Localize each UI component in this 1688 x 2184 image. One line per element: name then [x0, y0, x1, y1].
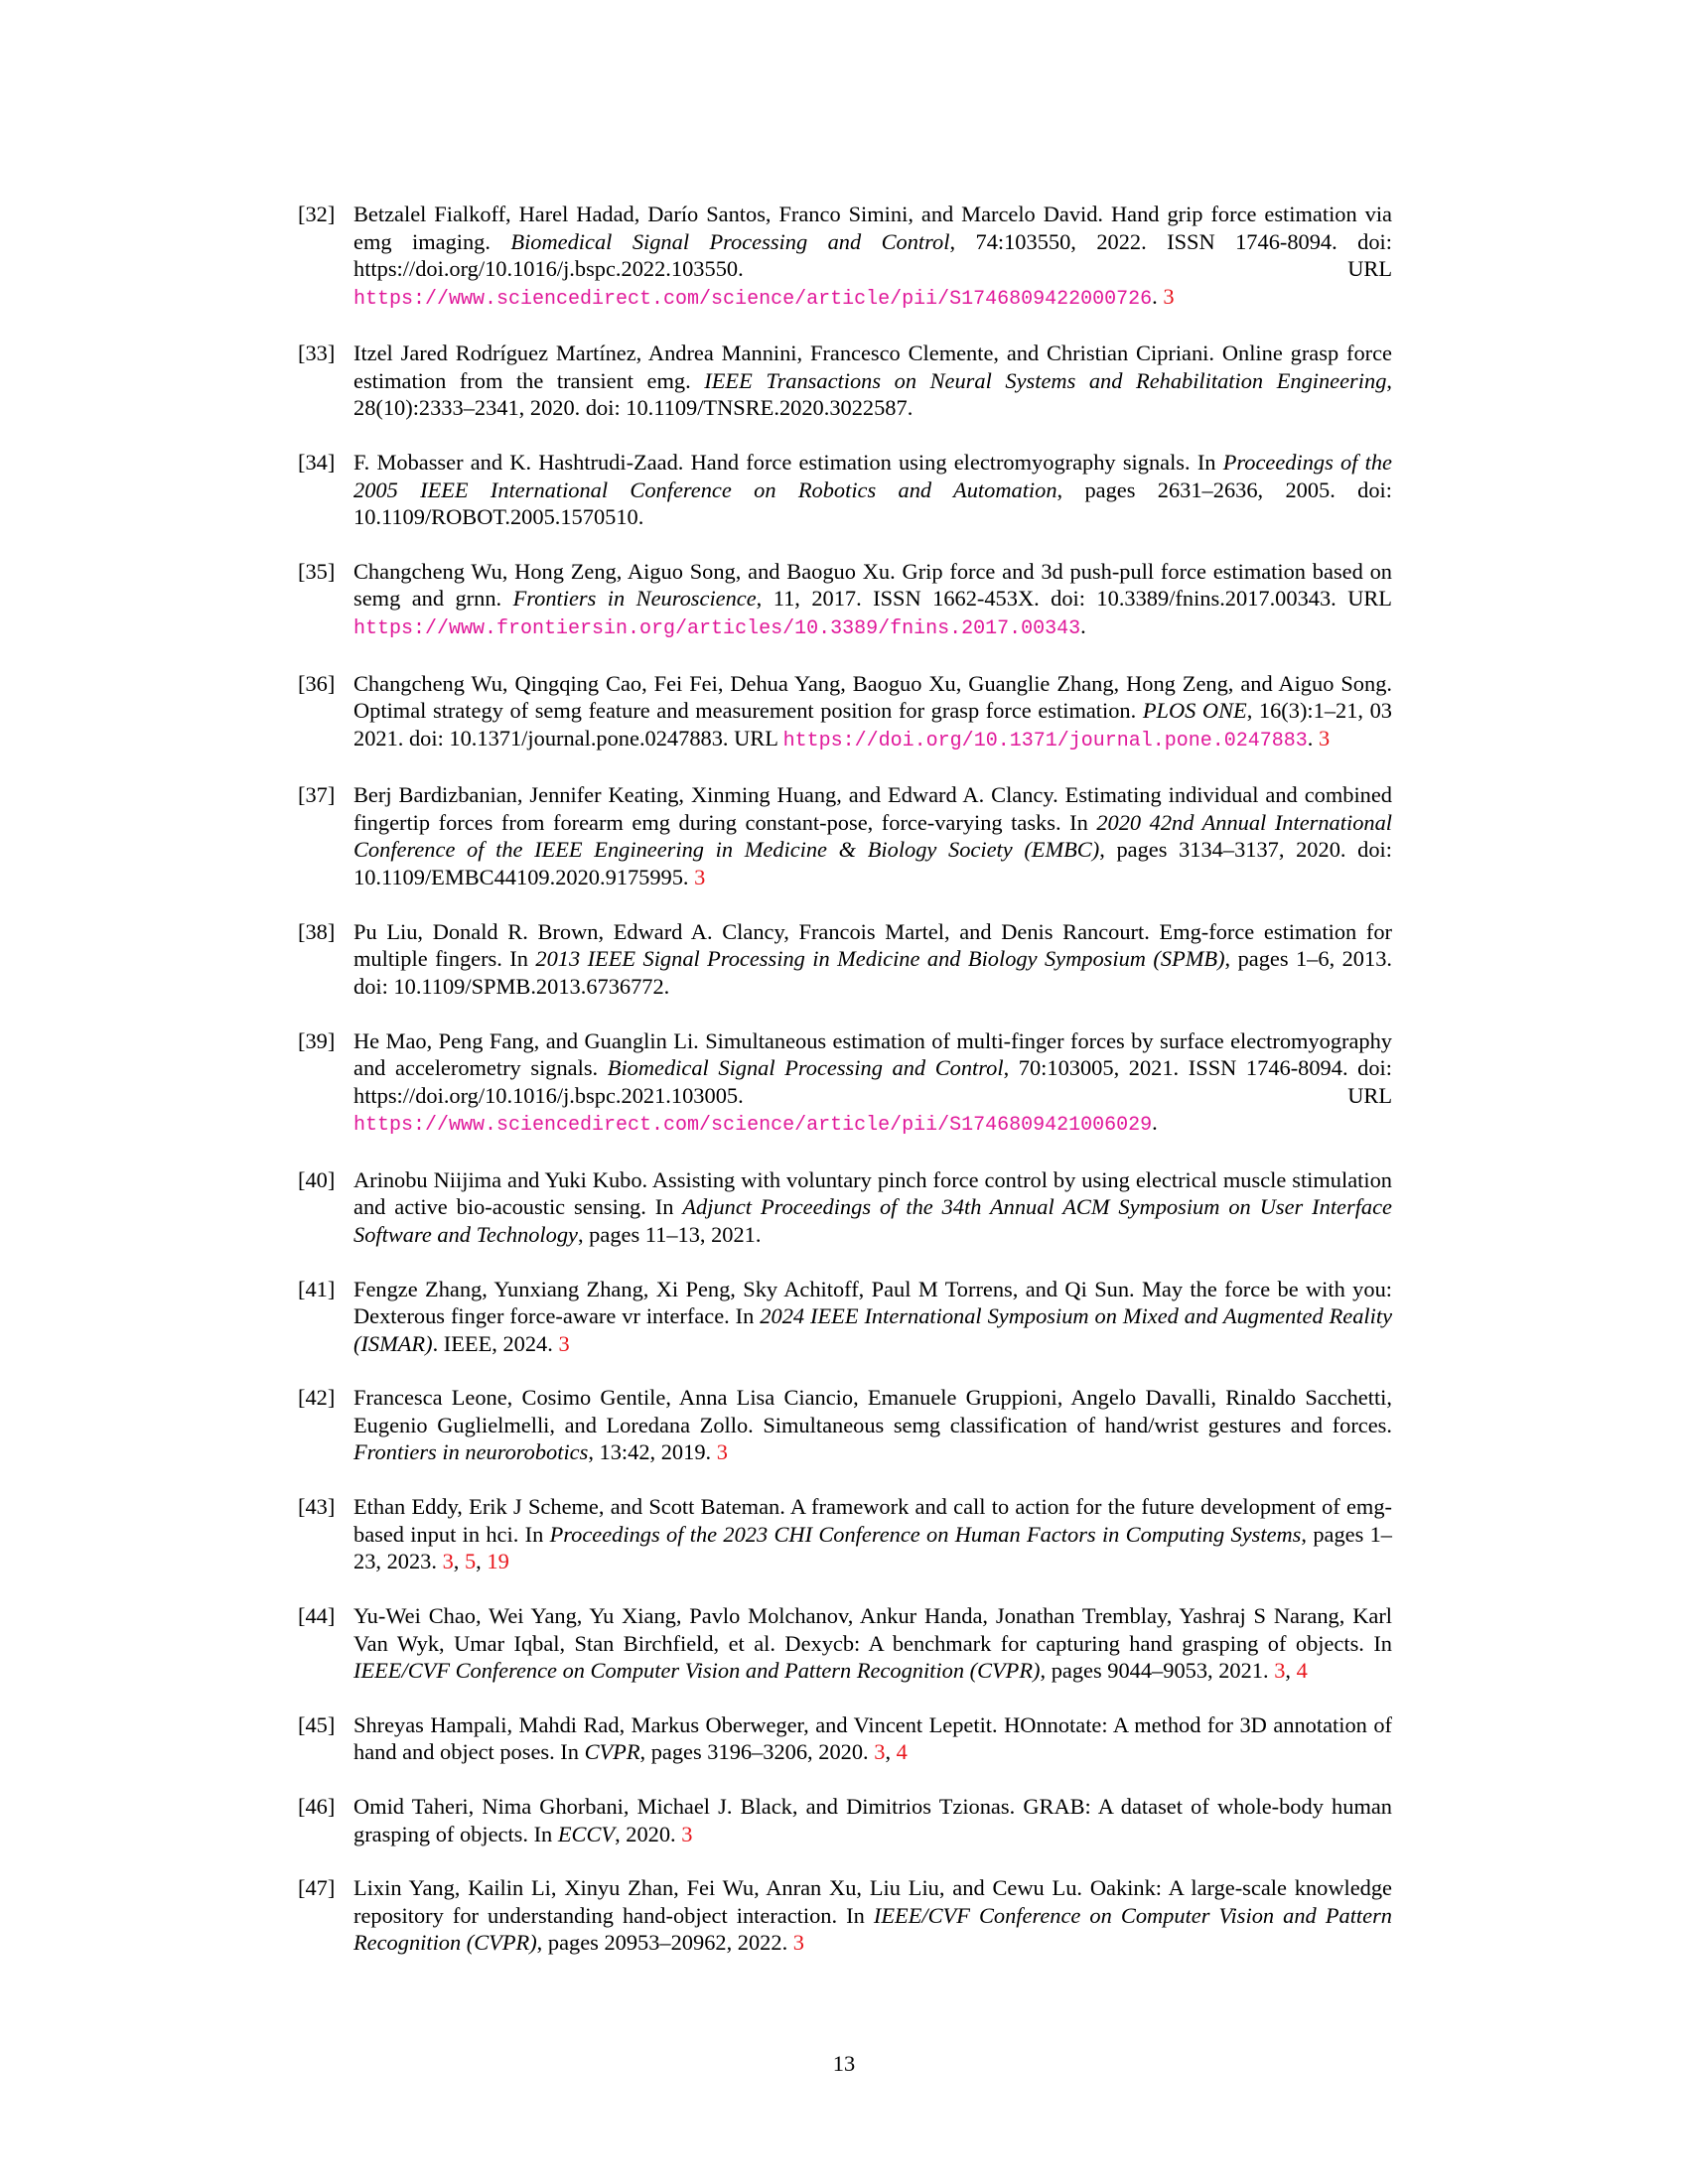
reference-segment: , pages 20953–20962, 2022.: [536, 1930, 793, 1956]
reference-number: [35]: [298, 558, 336, 584]
reference-venue: IEEE/CVF Conference on Computer Vision and Pattern Recognition (CVPR): [353, 1902, 1392, 1956]
reference-item: [298, 1276, 1392, 1358]
reference-segment: Fengze Zhang, Yunxiang Zhang, Xi Peng, Sky Achitoff, Paul M Torrens, and Qi Sun. May the force be with you: Dexterous finger force-aware vr interface. In: [353, 1276, 1392, 1329]
reference-url-link[interactable]: https://doi.org/10.1371/journal.pone.0247883: [782, 729, 1308, 752]
reference-segment: Pu Liu, Donald R. Brown, Edward A. Clancy, Francois Martel, and Denis Rancourt. Emg-force estimation for multiple fingers. In: [353, 918, 1392, 972]
reference-item: [298, 670, 1392, 755]
reference-item: [298, 449, 1392, 531]
reference-segment: , pages 1–6, 2013. doi: 10.1109/SPMB.2013.6736772.: [353, 946, 1392, 999]
reference-url-link[interactable]: https://www.sciencedirect.com/science/article/pii/S1746809421006029: [353, 1114, 1153, 1138]
reference-segment: ,: [885, 1739, 897, 1765]
reference-text: [353, 1028, 1392, 1136]
reference-item: [298, 1874, 1392, 1957]
reference-text: [353, 450, 1392, 529]
reference-url-link[interactable]: https://www.sciencedirect.com/science/article/pii/S1746809422000726: [353, 287, 1153, 311]
reference-segment: , pages 9044–9053, 2021.: [1040, 1658, 1275, 1684]
reference-venue: Frontiers in neurorobotics: [353, 1439, 589, 1465]
reference-number: [41]: [298, 1276, 336, 1301]
reference-segment: , 28(10):2333–2341, 2020. doi: 10.1109/TNSRE.2020.3022587.: [353, 367, 1392, 421]
reference-text: [353, 1385, 1392, 1464]
reference-text: [353, 1875, 1392, 1955]
reference-item: [298, 1711, 1392, 1766]
reference-venue: CVPR: [584, 1739, 640, 1765]
back-reference-link[interactable]: 3: [1274, 1658, 1286, 1684]
reference-segment: F. Mobasser and K. Hashtrudi-Zaad. Hand force estimation using electromyography signals. In: [353, 450, 1223, 476]
back-reference-link[interactable]: 3: [558, 1330, 570, 1356]
reference-segment: , 16(3):1–21, 03 2021. doi: 10.1371/journal.pone.0247883. URL: [353, 698, 1392, 751]
reference-venue: 2024 IEEE International Symposium on Mixed and Augmented Reality (ISMAR): [353, 1303, 1393, 1356]
reference-segment: Yu-Wei Chao, Wei Yang, Yu Xiang, Pavlo Molchanov, Ankur Handa, Jonathan Tremblay, Yashraj S Narang, Karl Van Wyk, Umar Iqbal, Stan Birchfield, et al. Dexycb: A benchmark for capturing hand grasping of objects. In: [353, 1603, 1392, 1656]
reference-segment: , 2020.: [615, 1821, 682, 1846]
reference-text: [353, 671, 1392, 751]
reference-number: [42]: [298, 1385, 336, 1411]
back-reference-link[interactable]: 3: [716, 1439, 728, 1465]
reference-number: [46]: [298, 1794, 336, 1820]
back-reference-link[interactable]: 3: [874, 1739, 886, 1765]
reference-segment: , pages 11–13, 2021.: [577, 1221, 762, 1247]
back-reference-link[interactable]: 3: [694, 864, 706, 889]
reference-text: [353, 1277, 1392, 1356]
back-reference-link[interactable]: 3: [792, 1930, 804, 1956]
reference-segment: Betzalel Fialkoff, Harel Hadad, Darío Santos, Franco Simini, and Marcelo David. Hand grip force estimation via emg imaging.: [353, 202, 1392, 254]
reference-segment: Lixin Yang, Kailin Li, Xinyu Zhan, Fei Wu, Anran Xu, Liu Liu, and Cewu Lu. Oakink: A large-scale knowledge repository for understanding hand-object interaction. In: [353, 1875, 1392, 1928]
reference-item: [298, 1793, 1392, 1847]
back-reference-link[interactable]: 3: [1318, 725, 1331, 751]
reference-number: [32]: [298, 202, 336, 226]
reference-number: [33]: [298, 341, 336, 366]
reference-segment: Ethan Eddy, Erik J Scheme, and Scott Bateman. A framework and call to action for the future development of emg-based input in hci. In: [353, 1494, 1392, 1547]
reference-number: [43]: [298, 1494, 336, 1520]
reference-text: [353, 1494, 1392, 1573]
reference-segment: Shreyas Hampali, Mahdi Rad, Markus Oberweger, and Vincent Lepetit. HOnnotate: A method for 3D annotation of hand and object poses. In: [353, 1711, 1392, 1765]
reference-text: [353, 1603, 1392, 1683]
reference-item: [298, 1602, 1392, 1685]
reference-text: [353, 559, 1392, 638]
reference-segment: Changcheng Wu, Qingqing Cao, Fei Fei, Dehua Yang, Baoguo Xu, Guanglie Zhang, Hong Zeng, and Aiguo Song. Optimal strategy of semg feature and measurement position for grasp force estimation.: [353, 670, 1392, 724]
reference-segment: ,: [1285, 1658, 1297, 1684]
reference-segment: .: [1152, 1110, 1158, 1136]
reference-venue: Adjunct Proceedings of the 34th Annual ACM Symposium on User Interface Software and Technology: [353, 1194, 1392, 1247]
reference-segment: , pages 3196–3206, 2020.: [639, 1739, 875, 1765]
reference-segment: , 11, 2017. ISSN 1662-453X. doi: 10.3389/fnins.2017.00343. URL: [756, 586, 1392, 612]
reference-text: [353, 202, 1392, 309]
reference-number: [34]: [298, 450, 336, 476]
back-reference-link[interactable]: 3: [1163, 283, 1175, 309]
reference-item: [298, 918, 1392, 1001]
reference-venue: 2013 IEEE Signal Processing in Medicine and Biology Symposium (SPMB): [535, 946, 1225, 972]
reference-item: [298, 781, 1392, 890]
reference-number: [44]: [298, 1603, 336, 1629]
reference-item: [298, 340, 1392, 422]
reference-segment: Berj Bardizbanian, Jennifer Keating, Xinming Huang, and Edward A. Clancy. Estimating individual and combined fingertip forces from forearm emg during constant-pose, force-varying tasks. In: [353, 782, 1392, 835]
reference-text: [353, 341, 1392, 420]
reference-venue: ECCV: [557, 1821, 616, 1846]
reference-url-link[interactable]: https://www.frontiersin.org/articles/10.3389/fnins.2017.00343: [353, 616, 1081, 640]
reference-venue: IEEE Transactions on Neural Systems and Rehabilitation Engineering: [704, 367, 1387, 393]
reference-segment: , 70:103005, 2021. ISSN 1746-8094. doi: https://doi.org/10.1016/j.bspc.2021.103005. URL: [353, 1055, 1392, 1108]
reference-text: [353, 782, 1392, 889]
reference-segment: , pages 3134–3137, 2020. doi: 10.1109/EMBC44109.2020.9175995.: [353, 837, 1392, 889]
reference-venue: PLOS ONE: [1142, 698, 1247, 724]
reference-venue: Frontiers in Neuroscience: [512, 586, 757, 612]
reference-segment: , 74:103550, 2022. ISSN 1746-8094. doi: https://doi.org/10.1016/j.bspc.2022.103550. URL: [353, 228, 1392, 281]
back-reference-link[interactable]: 19: [487, 1549, 509, 1574]
reference-segment: , pages 2631–2636, 2005. doi: 10.1109/ROBOT.2005.1570510.: [353, 477, 1392, 530]
reference-venue: Proceedings of the 2023 CHI Conference on Human Factors in Computing Systems: [549, 1521, 1302, 1547]
back-reference-link[interactable]: 5: [464, 1549, 477, 1574]
reference-text: [353, 1794, 1392, 1846]
reference-number: [36]: [298, 670, 336, 696]
reference-segment: .: [1080, 613, 1086, 638]
reference-text: [353, 1167, 1392, 1247]
reference-item: [298, 1027, 1392, 1140]
reference-venue: 2020 42nd Annual International Conference of the IEEE Engineering in Medicine & Biology Society (EMBC): [353, 809, 1392, 863]
reference-venue: IEEE/CVF Conference on Computer Vision and Pattern Recognition (CVPR): [353, 1658, 1041, 1684]
reference-segment: , pages 1–23, 2023.: [353, 1521, 1392, 1574]
page-number: 13: [832, 2051, 856, 2076]
back-reference-link[interactable]: 4: [896, 1739, 908, 1765]
reference-list: [298, 201, 1392, 1983]
reference-segment: Francesca Leone, Cosimo Gentile, Anna Lisa Ciancio, Emanuele Gruppioni, Angelo Davalli, Rinaldo Sacchetti, Eugenio Guglielmelli, and Loredana Zollo. Simultaneous semg classification of hand/wrist gestures and forces.: [353, 1385, 1392, 1437]
reference-number: [38]: [298, 918, 336, 944]
reference-segment: , 13:42, 2019.: [588, 1439, 717, 1465]
reference-venue: Biomedical Signal Processing and Control: [510, 228, 950, 254]
reference-segment: .: [1307, 725, 1319, 751]
reference-segment: . IEEE, 2024.: [432, 1330, 559, 1356]
back-reference-link[interactable]: 3: [681, 1821, 693, 1846]
reference-segment: .: [1152, 283, 1164, 309]
reference-segment: Changcheng Wu, Hong Zeng, Aiguo Song, and Baoguo Xu. Grip force and 3d push-pull force estimation based on semg and grnn.: [353, 558, 1392, 612]
reference-segment: Omid Taheri, Nima Ghorbani, Michael J. Black, and Dimitrios Tzionas. GRAB: A dataset of whole-body human grasping of objects. In: [353, 1794, 1392, 1846]
reference-number: [47]: [298, 1875, 336, 1901]
reference-segment: He Mao, Peng Fang, and Guanglin Li. Simultaneous estimation of multi-finger forces by surface electromyography and accelerometry signals.: [353, 1027, 1392, 1081]
reference-number: [37]: [298, 782, 336, 808]
reference-item: [298, 558, 1392, 643]
reference-item: [298, 1166, 1392, 1249]
back-reference-link[interactable]: 3: [442, 1549, 454, 1574]
reference-item: [298, 1384, 1392, 1466]
reference-segment: ,: [453, 1549, 465, 1574]
reference-item: [298, 201, 1392, 313]
reference-number: [39]: [298, 1027, 336, 1053]
reference-text: [353, 919, 1392, 999]
back-reference-link[interactable]: 4: [1296, 1658, 1308, 1684]
reference-venue: Proceedings of the 2005 IEEE International Conference on Robotics and Automation: [353, 450, 1392, 502]
reference-number: [40]: [298, 1166, 336, 1192]
reference-segment: Arinobu Niijima and Yuki Kubo. Assisting with voluntary pinch force control by using electrical muscle stimulation and active bio-acoustic sensing. In: [353, 1166, 1392, 1220]
reference-segment: Itzel Jared Rodríguez Martínez, Andrea Mannini, Francesco Clemente, and Christian Cipriani. Online grasp force estimation from the transient emg.: [353, 341, 1392, 393]
reference-venue: Biomedical Signal Processing and Control: [607, 1055, 1004, 1081]
reference-item: [298, 1493, 1392, 1575]
reference-text: [353, 1712, 1392, 1765]
reference-segment: ,: [476, 1549, 488, 1574]
reference-number: [45]: [298, 1711, 336, 1737]
